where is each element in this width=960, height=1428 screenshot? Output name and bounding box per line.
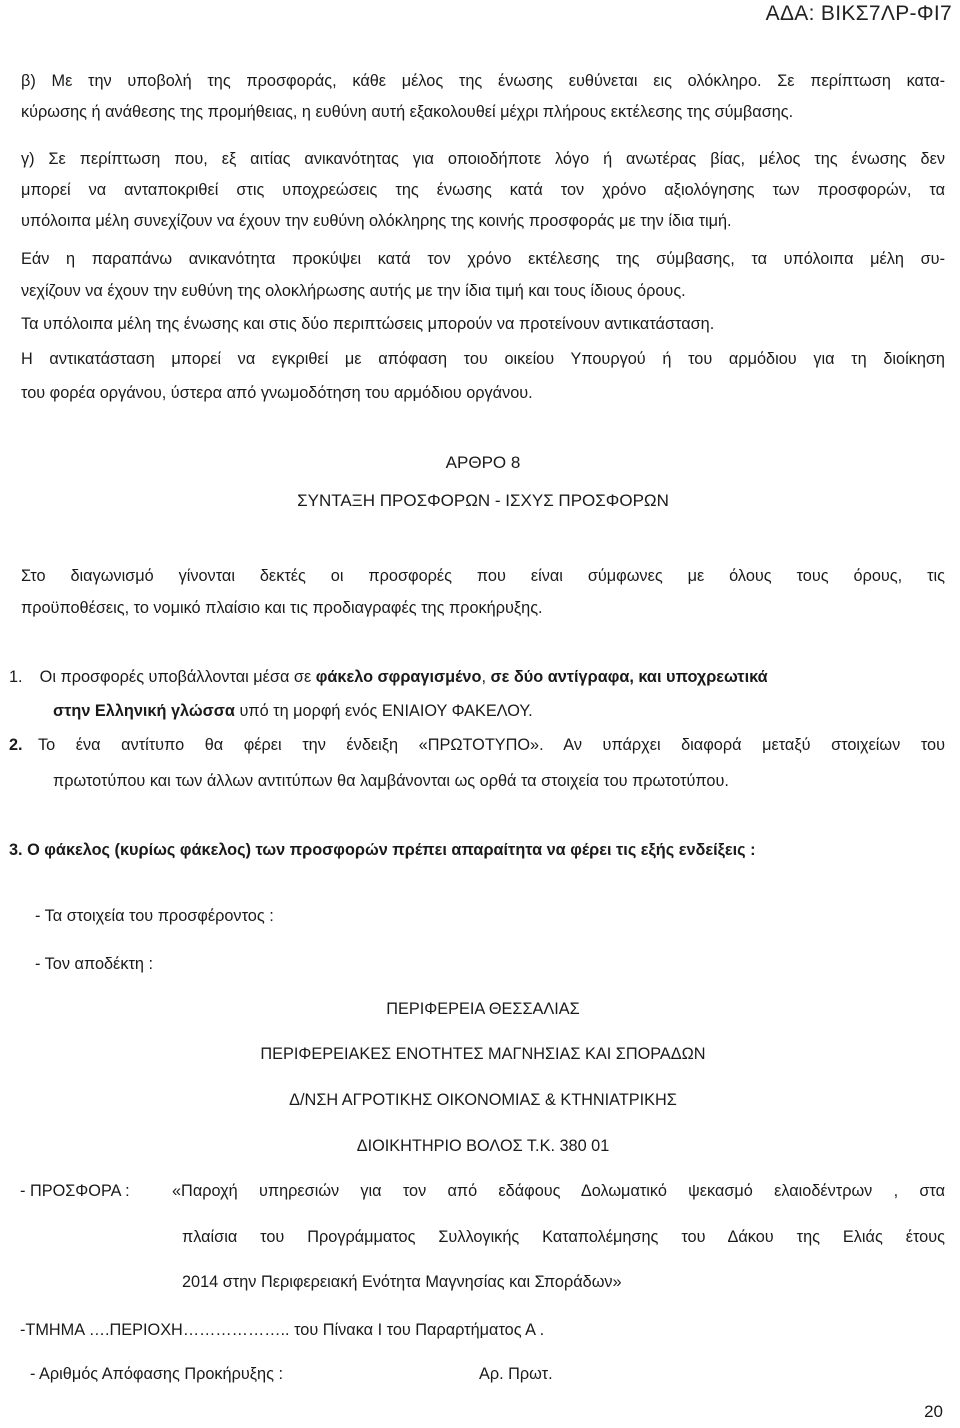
intro-line-2: προϋποθέσεις, το νομικό πλαίσιο και τις προδιαγραφές της προκήρυξης. bbox=[21, 599, 543, 617]
recipient-field: - Τον αποδέκτη : bbox=[35, 955, 153, 973]
item-1-bold-a: φάκελο σφραγισμένο bbox=[315, 668, 482, 686]
address-line-2: ΠΕΡΙΦΕΡΕΙΑΚΕΣ ΕΝΟΤΗΤΕΣ ΜΑΓΝΗΣΙΑΣ ΚΑΙ ΣΠΟΡΑΔΩΝ bbox=[260, 1045, 706, 1063]
protocol-label: Αρ. Πρωτ. bbox=[479, 1365, 553, 1383]
paragraph-c-line-4: Εάν η παραπάνω ανικανότητα προκύψει κατά τον χρόνο εκτέλεσης της σύμβασης, τα υπόλοιπα μέλη συ- bbox=[21, 250, 945, 268]
offer-label: - ΠΡΟΣΦΟΡΑ : bbox=[20, 1182, 130, 1200]
article-title: ΣΥΝΤΑΞΗ ΠΡΟΣΦΟΡΩΝ - ΙΣΧΥΣ ΠΡΟΣΦΟΡΩΝ bbox=[297, 491, 669, 510]
bidder-field: - Τα στοιχεία του προσφέροντος : bbox=[35, 907, 274, 925]
paragraph-c-line-1: γ) Σε περίπτωση που, εξ αιτίας ανικανότητας για οποιοδήποτε λόγο ή ανωτέρας βίας, μέλος της ένωσης δεν bbox=[21, 150, 945, 168]
paragraph-c-line-6: Τα υπόλοιπα μέλη της ένωσης και στις δύο περιπτώσεις μπορούν να προτείνουν αντικατάσταση. bbox=[21, 315, 715, 333]
item-2-line-1: Το ένα αντίτυπο θα φέρει την ένδειξη «ΠΡΩΤΟΤΥΠΟ». Αν υπάρχει διαφορά μεταξύ στοιχείων του bbox=[38, 736, 945, 754]
item-3-heading: 3. Ο φάκελος (κυρίως φάκελος) των προσφορών πρέπει απαραίτητα να φέρει τις εξής ενδείξεις : bbox=[9, 841, 756, 859]
item-1-text-b: , bbox=[481, 668, 491, 686]
offer-line-2: πλαίσια του Προγράμματος Συλλογικής Καταπολέμησης του Δάκου της Ελιάς έτους bbox=[182, 1228, 945, 1246]
item-1-number: 1. bbox=[9, 668, 23, 686]
article-number: ΑΡΘΡΟ 8 bbox=[445, 453, 521, 472]
address-line-3: Δ/ΝΣΗ ΑΓΡΟΤΙΚΗΣ ΟΙΚΟΝΟΜΙΑΣ & ΚΤΗΝΙΑΤΡΙΚΗΣ bbox=[289, 1091, 677, 1109]
item-1-text-a: Οι προσφορές υποβάλλονται μέσα σε bbox=[39, 668, 316, 686]
paragraph-b-line-2: κύρωσης ή ανάθεσης της προμήθειας, η ευθύνη αυτή εξακολουθεί μέχρι πλήρους εκτέλεσης της σύμβασης. bbox=[21, 103, 794, 121]
intro-line-1: Στο διαγωνισμό γίνονται δεκτές οι προσφορές που είναι σύμφωνες με όλους τους όρους, τις bbox=[21, 567, 945, 585]
item-2-number bbox=[9, 737, 23, 753]
page-number: 20 bbox=[924, 1402, 943, 1421]
item-1-line-2 bbox=[53, 703, 533, 719]
address-line-4: ΔΙΟΙΚΗΤΗΡΙΟ ΒΟΛΟΣ Τ.Κ. 380 01 bbox=[356, 1137, 610, 1155]
paragraph-b-line-1: β) Με την υποβολή της προσφοράς, κάθε μέλος της ένωσης ευθύνεται εις ολόκληρο. Σε περίπτωση κατα- bbox=[21, 72, 945, 90]
item-1-bold-c: στην Ελληνική γλώσσα bbox=[53, 702, 235, 720]
paragraph-c-line-3: υπόλοιπα μέλη συνεχίζουν να έχουν την ευθύνη ολόκληρης της κοινής προσφοράς με την ίδια τιμή. bbox=[21, 212, 732, 230]
item-2-num: 2. bbox=[9, 736, 23, 754]
offer-line-3: 2014 στην Περιφερειακή Ενότητα Μαγνησίας και Σποράδων» bbox=[182, 1273, 622, 1291]
ada-code: ΑΔΑ: ΒΙΚΣ7ΛΡ-ΦΙ7 bbox=[765, 2, 952, 25]
item-1-bold-b: σε δύο αντίγραφα, και υποχρεωτικά bbox=[490, 668, 768, 686]
item-1-text-c: υπό τη μορφή ενός ΕΝΙΑΙΟΥ ΦΑΚΕΛΟΥ. bbox=[234, 702, 533, 720]
item-1-line-1 bbox=[9, 669, 945, 685]
section-area-line: -ΤΜΗΜΑ ….ΠΕΡΙΟΧΗ……………….. του Πίνακα Ι του Παραρτήματος Α . bbox=[20, 1321, 545, 1339]
paragraph-c-line-7: Η αντικατάσταση μπορεί να εγκριθεί με απόφαση του οικείου Υπουργού ή του αρμόδιου για τη διοίκηση bbox=[21, 350, 945, 368]
paragraph-c-line-5: νεχίζουν να έχουν την ευθύνη της ολοκλήρωσης αυτής με την ίδια τιμή και τους ίδιους όρους. bbox=[21, 282, 686, 300]
paragraph-c-line-2: μπορεί να ανταποκριθεί στις υποχρεώσεις της ένωσης κατά τον χρόνο αξιολόγησης των προσφορών, τα bbox=[21, 181, 945, 199]
decision-label: - Αριθμός Απόφασης Προκήρυξης : bbox=[30, 1365, 284, 1383]
paragraph-c-line-8: του φορέα οργάνου, ύστερα από γνωμοδότηση του αρμόδιου οργάνου. bbox=[21, 384, 533, 402]
item-2-line-2: πρωτοτύπου και των άλλων αντιτύπων θα λαμβάνονται ως ορθά τα στοιχεία του πρωτοτύπου. bbox=[53, 772, 729, 790]
address-line-1: ΠΕΡΙΦΕΡΕΙΑ ΘΕΣΣΑΛΙΑΣ bbox=[386, 1000, 580, 1018]
offer-line-1: «Παροχή υπηρεσιών για τον από εδάφους Δολωματικό ψεκασμό ελαιοδέντρων , στα bbox=[172, 1182, 945, 1200]
